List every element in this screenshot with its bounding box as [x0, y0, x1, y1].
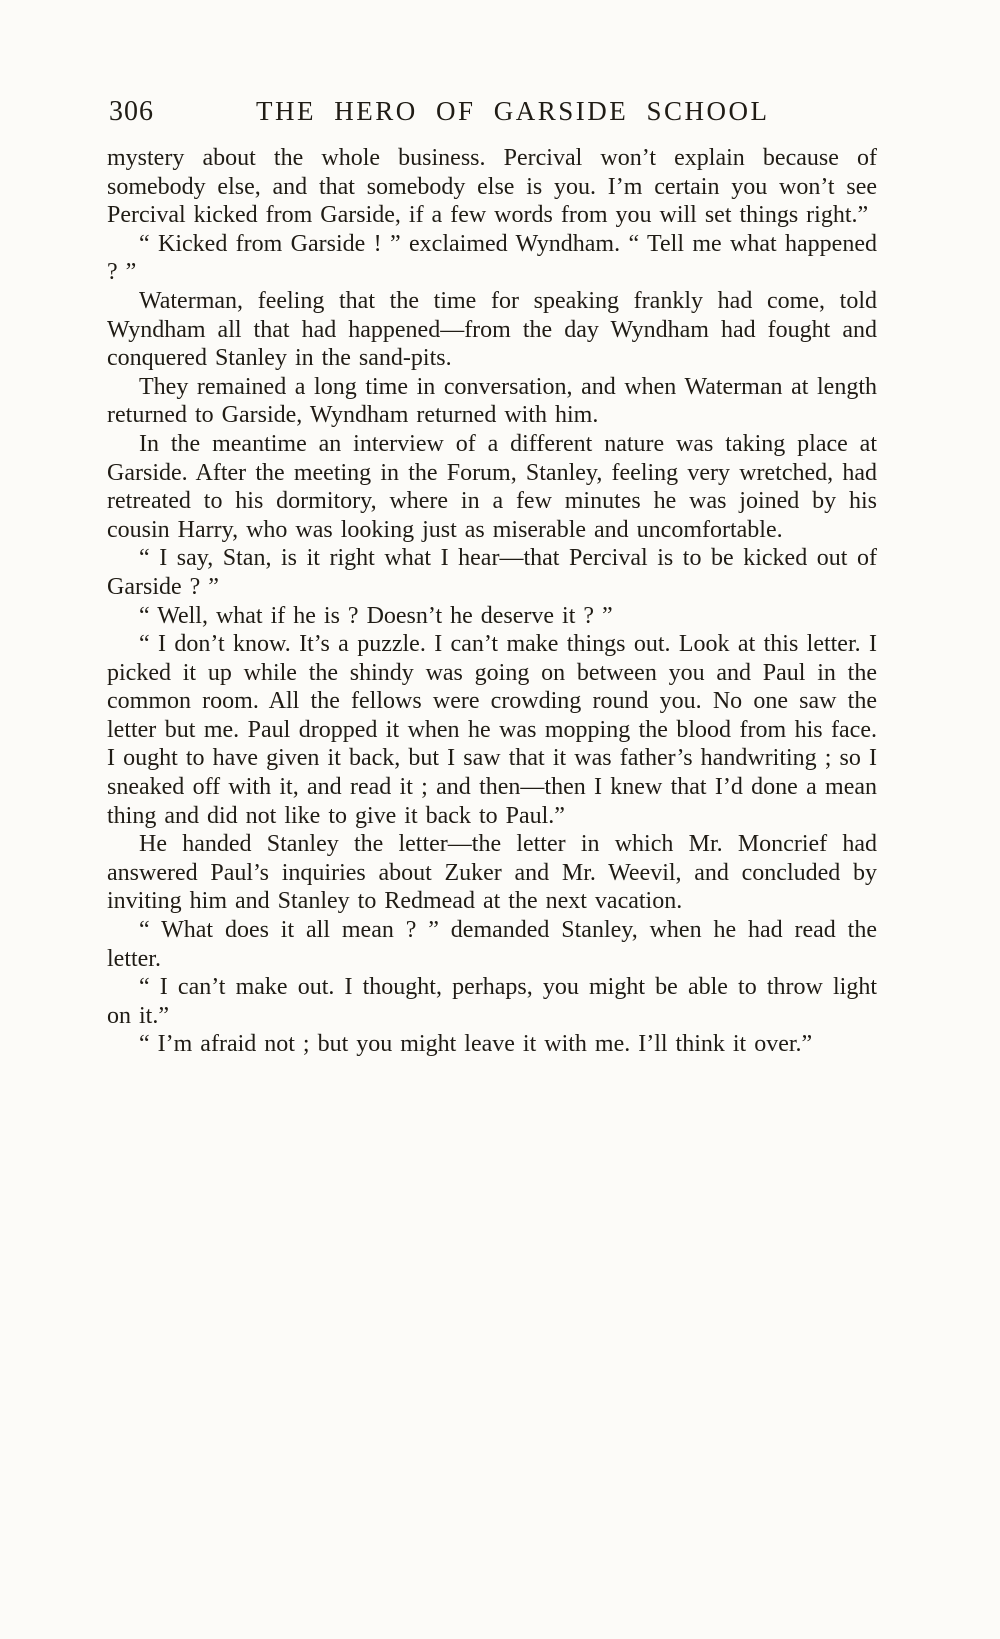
body-text	[107, 144, 877, 1059]
page-number: 306	[109, 96, 154, 127]
book-title: THE HERO OF GARSIDE SCHOOL	[256, 96, 770, 126]
paragraph: “ Kicked from Garside ! ” exclaimed Wyndham. “ Tell me what happened ? ”	[107, 230, 877, 286]
paragraph: He handed Stanley the letter—the letter in which Mr. Moncrief had answered Paul’s inquiries about Zuker and Mr. Weevil, and concluded by inviting him and Stanley to Redmead at the next vacation.	[107, 831, 877, 915]
paragraph: In the meantime an interview of a different nature was taking place at Garside. After the meeting in the Forum, Stanley, feeling very wretched, had retreated to his dormitory, where in a few minutes he was joined by his cousin Harry, who was looking just as miserable and uncomfortable.	[107, 430, 877, 543]
page-content	[107, 96, 877, 1059]
paragraph: “ Well, what if he is ? Doesn’t he deserve it ? ”	[139, 602, 613, 629]
paragraph: “ I can’t make out. I thought, perhaps, you might be able to throw light on it.”	[107, 974, 877, 1029]
paragraph: “ I don’t know. It’s a puzzle. I can’t make things out. Look at this letter. I picked it up while the shindy was going on between you and Paul in the common room. All the fellows were crowding round you. No one saw the letter but me. Paul dropped it when he was mopping the blood from his face. I ought to have given it back, but I saw that it was father’s handwriting ; so I sneaked off with it, and read it ; and then—then I knew that I’d done a mean thing and did not like to give it back to Paul.”	[107, 631, 877, 829]
paragraph: “ I say, Stan, is it right what I hear—that Percival is to be kicked out of Garside ? ”	[107, 545, 877, 600]
running-header	[107, 96, 877, 128]
paragraph: Waterman, feeling that the time for speaking frankly had come, told Wyndham all that had happened—from the day Wyndham had fought and conquered Stanley in the sand-pits.	[107, 287, 877, 372]
paragraph: “ I’m afraid not ; but you might leave it with me. I’ll think it over.”	[139, 1031, 813, 1058]
paragraph: “ What does it all mean ? ” demanded Stanley, when he had read the letter.	[107, 917, 877, 972]
paragraph: They remained a long time in conversation, and when Waterman at length returned to Garside, Wyndham returned with him.	[107, 373, 877, 429]
paragraph: mystery about the whole business. Percival won’t explain because of somebody else, and that somebody else is you. I’m certain you won’t see Percival kicked from Garside, if a few words from you will set things right.”	[107, 145, 877, 229]
